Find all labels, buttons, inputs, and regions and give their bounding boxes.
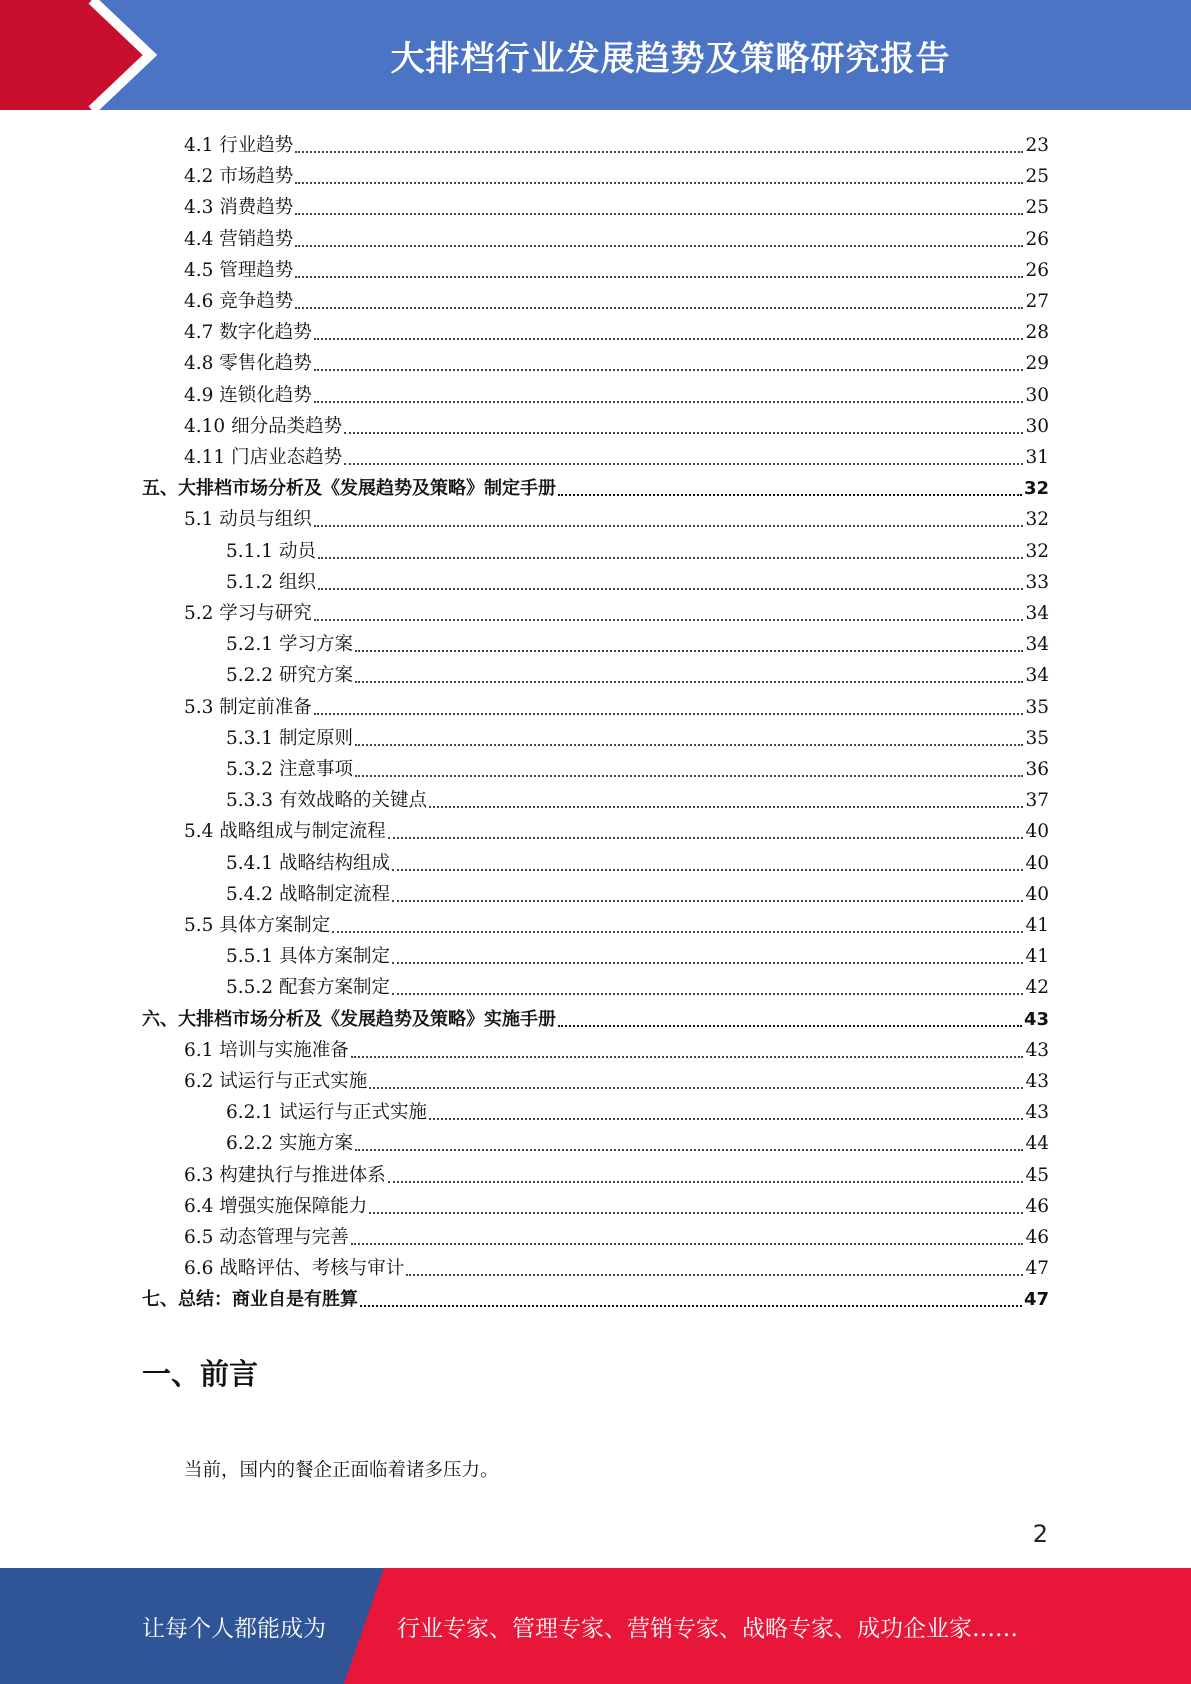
toc-entry[interactable] [226, 876, 1049, 907]
toc-entry[interactable] [226, 1094, 1049, 1125]
toc-entry-label: 七、总结：商业自是有胜算 [142, 1289, 358, 1311]
toc-entry-page: 45 [1025, 1164, 1049, 1186]
toc-dot-leader [392, 869, 1023, 871]
toc-entry-page: 40 [1025, 852, 1049, 874]
toc-entry-page: 32 [1025, 540, 1049, 562]
toc-entry-label: 6.6 战略评估、考核与审计 [184, 1258, 405, 1280]
toc-entry-label: 5.4.2 战略制定流程 [226, 883, 390, 905]
toc-entry[interactable] [184, 221, 1049, 252]
toc-entry-page: 25 [1025, 197, 1049, 219]
toc-entry[interactable] [184, 501, 1049, 532]
toc-entry-page: 34 [1025, 665, 1049, 687]
toc-entry-page: 34 [1025, 634, 1049, 656]
toc-entry-page: 43 [1025, 1039, 1049, 1061]
toc-dot-leader [295, 276, 1023, 278]
toc-entry[interactable] [226, 657, 1049, 688]
toc-entry[interactable] [184, 252, 1049, 283]
toc-entry-label: 4.2 市场趋势 [184, 166, 294, 188]
toc-entry-label: 5.3.3 有效战略的关键点 [226, 790, 427, 812]
toc-entry-label: 4.3 消费趋势 [184, 197, 294, 219]
toc-entry-page: 34 [1025, 603, 1049, 624]
toc-entry[interactable] [226, 533, 1049, 564]
toc-dot-leader [295, 182, 1023, 184]
footer-slogan-left: 让每个人都能成为 [142, 1615, 326, 1642]
toc-entry-label: 5.4.1 战略结构组成 [226, 852, 390, 874]
toc-dot-leader [388, 837, 1024, 839]
toc-entry[interactable] [184, 377, 1049, 408]
toc-entry-label: 5.5.1 具体方案制定 [226, 946, 390, 968]
toc-entry[interactable] [184, 439, 1049, 470]
toc-dot-leader [429, 806, 1023, 808]
toc-dot-leader [369, 1087, 1023, 1089]
toc-dot-leader [355, 650, 1024, 652]
toc-entry-label: 6.2.2 实施方案 [226, 1133, 353, 1155]
page-header [0, 0, 1191, 110]
toc-entry-page: 30 [1025, 384, 1049, 406]
toc-entry-page: 23 [1025, 135, 1049, 156]
toc-dot-leader [355, 775, 1024, 777]
toc-entry-label: 4.9 连锁化趋势 [184, 384, 312, 406]
toc-entry-label: 5.5.2 配套方案制定 [226, 977, 390, 999]
toc-entry-page: 40 [1025, 883, 1049, 905]
toc-entry[interactable] [184, 1188, 1049, 1219]
toc-dot-leader [314, 401, 1024, 403]
toc-entry-label: 6.2 试运行与正式实施 [184, 1071, 368, 1092]
toc-entry-label: 5.1 动员与组织 [184, 509, 312, 531]
toc-entry[interactable] [184, 283, 1049, 314]
toc-entry-label: 5.2.2 研究方案 [226, 665, 353, 687]
toc-entry-page: 25 [1025, 166, 1049, 188]
toc-entry[interactable] [184, 1219, 1049, 1250]
toc-entry-page: 46 [1025, 1227, 1049, 1248]
toc-entry[interactable] [226, 1125, 1049, 1156]
toc-entry-page: 47 [1025, 1258, 1049, 1280]
toc-entry-label: 5.1.1 动员 [226, 540, 316, 562]
page-number: 2 [1032, 1520, 1048, 1548]
toc-entry[interactable] [226, 969, 1049, 1000]
toc-dot-leader [351, 1056, 1024, 1058]
toc-entry-page: 36 [1025, 759, 1049, 780]
toc-dot-leader [332, 931, 1023, 933]
toc-dot-leader [344, 432, 1023, 434]
toc-entry-label: 6.3 构建执行与推进体系 [184, 1164, 386, 1186]
toc-entry-label: 六、大排档市场分析及《发展趋势及策略》实施手册 [142, 1008, 556, 1030]
toc-entry-page: 35 [1025, 696, 1049, 718]
toc-entry-label: 5.2 学习与研究 [184, 603, 312, 624]
toc-dot-leader [351, 1243, 1024, 1245]
toc-entry-page: 29 [1025, 353, 1049, 375]
toc-dot-leader [388, 1181, 1024, 1183]
toc-entry-label: 4.10 细分品类趋势 [184, 415, 343, 437]
toc-entry-label: 4.5 管理趋势 [184, 259, 294, 281]
toc-entry-label: 5.3 制定前准备 [184, 696, 312, 718]
toc-dot-leader [318, 557, 1024, 559]
toc-entry-page: 41 [1025, 946, 1049, 968]
document-title: 大排档行业发展趋势及策略研究报告 [390, 38, 951, 79]
toc-entry-page: 41 [1025, 915, 1049, 936]
toc-entry[interactable] [184, 907, 1049, 938]
toc-entry-label: 4.6 竞争趋势 [184, 291, 294, 312]
toc-dot-leader [558, 494, 1022, 496]
toc-entry-page: 37 [1025, 790, 1049, 812]
toc-dot-leader [369, 1212, 1023, 1214]
toc-entry-page: 26 [1025, 259, 1049, 281]
toc-dot-leader [360, 1305, 1022, 1307]
toc-dot-leader [392, 993, 1023, 995]
toc-dot-leader [314, 369, 1024, 371]
toc-dot-leader [318, 588, 1024, 590]
toc-entry-label: 4.1 行业趋势 [184, 135, 294, 156]
toc-entry[interactable] [184, 408, 1049, 439]
toc-entry-page: 26 [1025, 228, 1049, 250]
toc-entry-page: 32 [1025, 509, 1049, 531]
body-paragraph: 当前，国内的餐企正面临着诸多压力。 [184, 1460, 499, 1481]
toc-entry-page: 28 [1025, 322, 1049, 344]
toc-dot-leader [314, 619, 1024, 621]
toc-entry-label: 6.2.1 试运行与正式实施 [226, 1102, 427, 1124]
toc-dot-leader [295, 151, 1023, 153]
toc-entry[interactable] [184, 1032, 1049, 1063]
toc-dot-leader [314, 525, 1024, 527]
toc-dot-leader [344, 463, 1023, 465]
toc-dot-leader [295, 213, 1023, 215]
toc-entry-page: 47 [1023, 1289, 1049, 1311]
header-red-arrow [0, 0, 148, 110]
toc-dot-leader [355, 744, 1024, 746]
toc-entry[interactable] [226, 845, 1049, 876]
toc-entry-page: 44 [1025, 1133, 1049, 1155]
toc-entry-page: 31 [1025, 447, 1049, 468]
toc-entry-label: 4.4 营销趋势 [184, 228, 294, 250]
toc-dot-leader [355, 1149, 1024, 1151]
toc-entry-label: 5.5 具体方案制定 [184, 915, 331, 936]
toc-entry-label: 6.1 培训与实施准备 [184, 1039, 349, 1061]
page-footer [0, 1568, 1191, 1684]
toc-dot-leader [558, 1025, 1022, 1027]
toc-entry-label: 5.4 战略组成与制定流程 [184, 821, 386, 843]
toc-entry-page: 43 [1023, 1008, 1049, 1030]
toc-entry[interactable] [184, 158, 1049, 189]
toc-entry[interactable] [184, 314, 1049, 345]
toc-entry-label: 5.3.1 制定原则 [226, 727, 353, 749]
toc-entry[interactable] [226, 626, 1049, 657]
toc-entry-label: 4.7 数字化趋势 [184, 322, 312, 344]
toc-entry-page: 46 [1025, 1195, 1049, 1217]
toc-entry-label: 5.1.2 组织 [226, 571, 316, 593]
toc-entry-label: 5.3.2 注意事项 [226, 759, 353, 780]
toc-entry[interactable] [142, 1001, 1049, 1032]
toc-dot-leader [314, 713, 1024, 715]
toc-entry-page: 43 [1025, 1071, 1049, 1092]
toc-dot-leader [392, 900, 1023, 902]
toc-dot-leader [406, 1274, 1023, 1276]
toc-dot-leader [295, 307, 1023, 309]
toc-entry-label: 4.11 门店业态趋势 [184, 447, 343, 468]
toc-entry[interactable] [226, 782, 1049, 813]
toc-entry-label: 5.2.1 学习方案 [226, 634, 353, 656]
toc-entry-page: 33 [1025, 571, 1049, 593]
toc-entry[interactable] [226, 720, 1049, 751]
toc-entry[interactable] [226, 564, 1049, 595]
toc-entry[interactable] [184, 189, 1049, 220]
toc-entry-label: 五、大排档市场分析及《发展趋势及策略》制定手册 [142, 478, 556, 500]
toc-entry-label: 6.4 增强实施保障能力 [184, 1195, 368, 1217]
toc-entry[interactable] [226, 938, 1049, 969]
toc-entry[interactable] [184, 1250, 1049, 1281]
toc-entry[interactable] [184, 127, 1049, 158]
toc-entry-label: 4.8 零售化趋势 [184, 353, 312, 375]
toc-entry[interactable] [184, 595, 1049, 626]
toc-entry-page: 30 [1025, 415, 1049, 437]
toc-entry[interactable] [184, 1157, 1049, 1188]
toc-entry[interactable] [184, 689, 1049, 720]
section-heading: 一、前言 [142, 1357, 259, 1391]
toc-entry-page: 27 [1025, 291, 1049, 312]
toc-entry-page: 32 [1023, 478, 1049, 500]
toc-entry-page: 42 [1025, 977, 1049, 999]
toc-dot-leader [295, 245, 1023, 247]
toc-entry-page: 43 [1025, 1102, 1049, 1124]
toc-entry[interactable] [184, 1063, 1049, 1094]
toc-dot-leader [355, 681, 1024, 683]
toc-entry[interactable] [142, 470, 1049, 501]
toc-dot-leader [314, 338, 1024, 340]
toc-entry-page: 35 [1025, 727, 1049, 749]
toc-entry[interactable] [184, 813, 1049, 844]
toc-entry-page: 40 [1025, 821, 1049, 843]
toc-entry[interactable] [226, 751, 1049, 782]
toc-dot-leader [392, 962, 1023, 964]
footer-slogan-right: 行业专家、管理专家、营销专家、战略专家、成功企业家…… [397, 1615, 1018, 1642]
toc-entry[interactable] [184, 345, 1049, 376]
toc-dot-leader [429, 1118, 1023, 1120]
toc-entry[interactable] [142, 1281, 1049, 1312]
toc-entry-label: 6.5 动态管理与完善 [184, 1227, 349, 1248]
